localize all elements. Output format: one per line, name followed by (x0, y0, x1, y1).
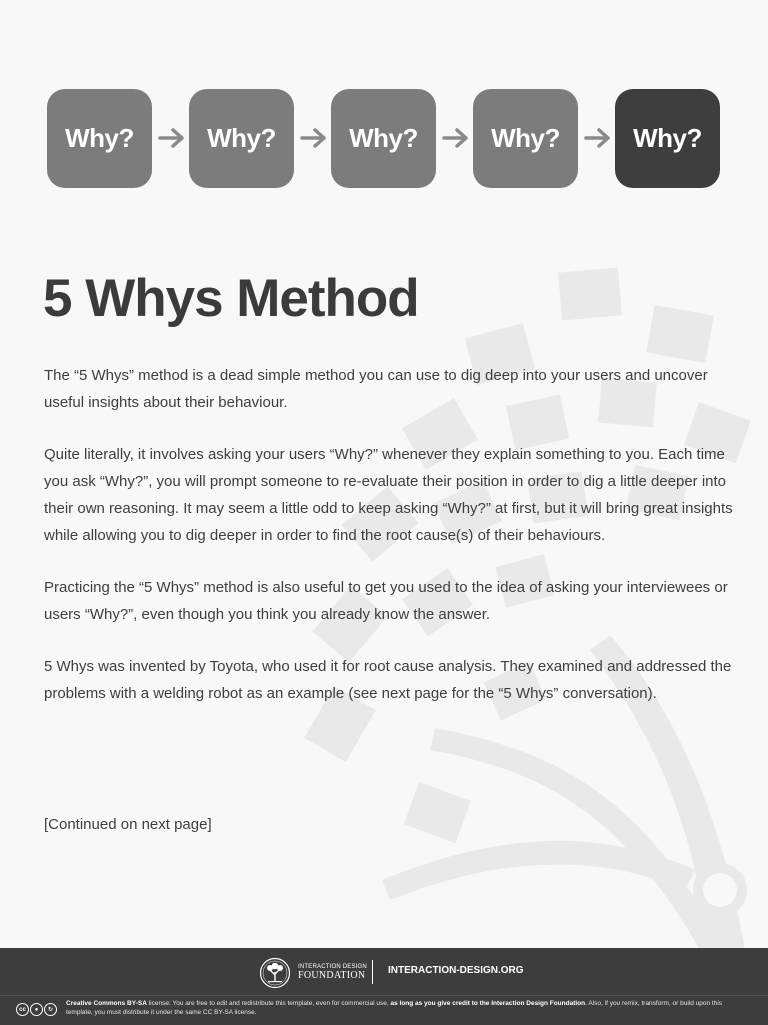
license-bold: as long as you give credit to the Interaction Design Foundation (390, 1000, 586, 1007)
why-box-3: Why? (331, 89, 436, 188)
page-title: 5 Whys Method (43, 269, 419, 328)
ixdf-logo-icon (259, 957, 291, 989)
body-text (44, 362, 734, 732)
why-box-2: Why? (189, 89, 294, 188)
arrow-right-icon (158, 127, 186, 149)
paragraph: The “5 Whys” method is a dead simple method you can use to dig deep into your users and uncover useful insights about their behaviour. (44, 367, 708, 411)
cc-license-icons (16, 1003, 57, 1016)
continued-note: [Continued on next page] (44, 816, 212, 833)
logo-line-2: FOUNDATION (298, 970, 366, 981)
license-label: Creative Commons BY-SA (66, 1000, 147, 1007)
by-icon: ● (30, 1003, 43, 1016)
sa-icon: ↻ (44, 1003, 57, 1016)
cc-icon: cc (16, 1003, 29, 1016)
arrow-right-icon (584, 127, 612, 149)
divider (372, 960, 373, 984)
paragraph: 5 Whys was invented by Toyota, who used it for root cause analysis. They examined and addressed the problems with a welding robot as an example (see next page for the “5 Whys” conversation). (44, 658, 732, 702)
why-box-5: Why? (615, 89, 720, 188)
arrow-right-icon (300, 127, 328, 149)
logo-line-1: INTERACTION DESIGN (298, 964, 367, 970)
license-text-1: license: You are free to edit and redistribute this template, even for commercial use, (146, 1000, 391, 1007)
license-text (66, 999, 746, 1017)
license-text-2: . Also, if you remix, transform, or build upon this template, you must distribute it under the same CC BY-SA license. (66, 1000, 723, 1016)
arrow-right-icon (442, 127, 470, 149)
why-box-4: Why? (473, 89, 578, 188)
paragraph: Practicing the “5 Whys” method is also useful to get you used to the idea of asking your interviewees or users “Why?”, even though you think you already know the answer. (44, 579, 728, 623)
why-box-1: Why? (47, 89, 152, 188)
site-link[interactable]: INTERACTION-DESIGN.ORG (388, 965, 524, 976)
footer (0, 948, 768, 995)
paragraph: Quite literally, it involves asking your users “Why?” whenever they explain something to you. Each time you ask “Why?”, you will prompt someone to re-evaluate their position in order to dig a little deeper into their own reasoning. It may seem a little odd to keep asking “Why?” at first, but it will bring great insights while allowing you to dig deeper in order to find the root cause(s) of their behaviours. (44, 446, 733, 544)
